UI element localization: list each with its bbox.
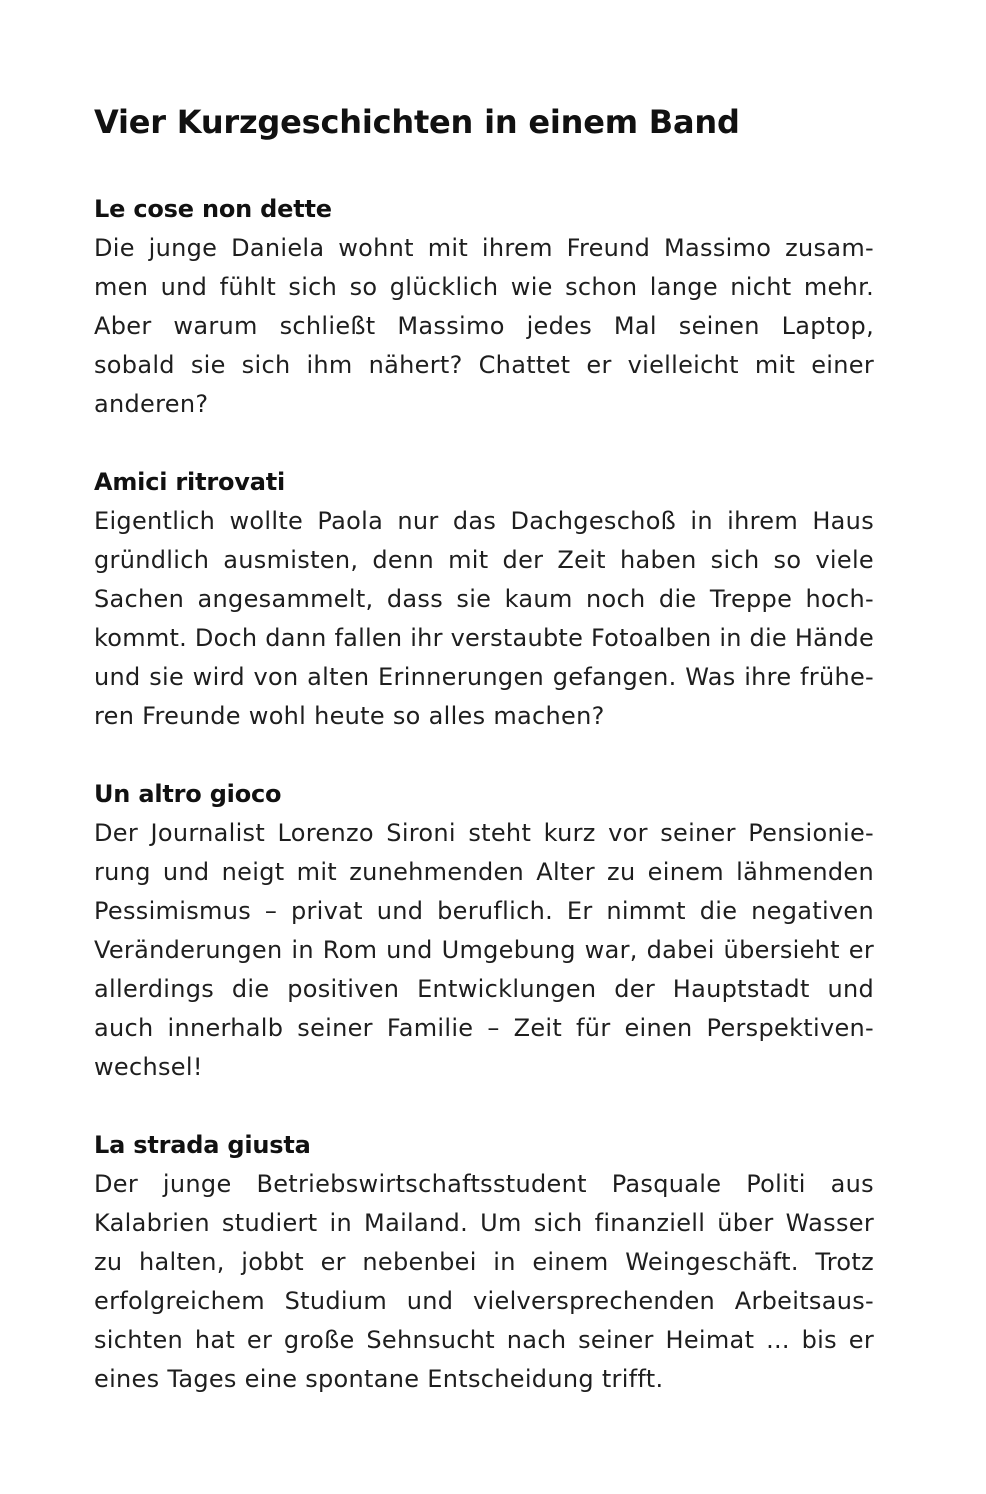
- story-title: Amici ritrovati: [94, 468, 286, 496]
- text-line: sobald sie sich ihm nähert? Chattet er vielleicht mit einer: [94, 351, 874, 379]
- story-2: [94, 463, 874, 736]
- text-line: auch innerhalb seiner Familie – Zeit für einen Perspektiven-: [94, 1014, 874, 1042]
- story-title: La strada giusta: [94, 1131, 311, 1159]
- text-line: kommt. Doch dann fallen ihr verstaubte Fotoalben in die Hände: [94, 624, 874, 652]
- story-text: [94, 814, 874, 1087]
- text-line: Der junge Betriebswirtschaftsstudent Pasquale Politi aus: [94, 1170, 874, 1198]
- text-line: Pessimismus – privat und beruflich. Er nimmt die negativen: [94, 897, 874, 925]
- text-line: und sie wird von alten Erinnerungen gefangen. Was ihre frühe-: [94, 663, 874, 691]
- page-content: [94, 100, 874, 1438]
- story-3: [94, 775, 874, 1087]
- text-line: Eigentlich wollte Paola nur das Dachgeschoß in ihrem Haus: [94, 507, 874, 535]
- text-line: men und fühlt sich so glücklich wie schon lange nicht mehr.: [94, 273, 874, 301]
- story-title: Le cose non dette: [94, 195, 332, 223]
- text-line: wechsel!: [94, 1053, 203, 1081]
- text-line: Sachen angesammelt, dass sie kaum noch die Treppe hoch-: [94, 585, 874, 613]
- text-line: Veränderungen in Rom und Umgebung war, dabei übersieht er: [94, 936, 874, 964]
- text-line: allerdings die positiven Entwicklungen der Hauptstadt und: [94, 975, 874, 1003]
- text-line: ren Freunde wohl heute so alles machen?: [94, 702, 605, 730]
- story-title: Un altro gioco: [94, 780, 282, 808]
- story-text: [94, 229, 874, 424]
- story-4: [94, 1126, 874, 1399]
- text-line: zu halten, jobbt er nebenbei in einem Weingeschäft. Trotz: [94, 1248, 874, 1276]
- text-line: Der Journalist Lorenzo Sironi steht kurz vor seiner Pensionie-: [94, 819, 874, 847]
- story-text: [94, 502, 874, 736]
- page-title: Vier Kurzgeschichten in einem Band: [94, 103, 740, 141]
- story-text: [94, 1165, 874, 1399]
- text-line: rung und neigt mit zunehmenden Alter zu einem lähmenden: [94, 858, 874, 886]
- story-1: [94, 190, 874, 424]
- text-line: Kalabrien studiert in Mailand. Um sich finanziell über Wasser: [94, 1209, 874, 1237]
- text-line: Aber warum schließt Massimo jedes Mal seinen Laptop,: [94, 312, 874, 340]
- text-line: sichten hat er große Sehnsucht nach seiner Heimat ... bis er: [94, 1326, 874, 1354]
- text-line: eines Tages eine spontane Entscheidung trifft.: [94, 1365, 664, 1393]
- text-line: erfolgreichem Studium und vielversprechenden Arbeitsaus-: [94, 1287, 874, 1315]
- text-line: gründlich ausmisten, denn mit der Zeit haben sich so viele: [94, 546, 874, 574]
- text-line: Die junge Daniela wohnt mit ihrem Freund Massimo zusam-: [94, 234, 874, 262]
- text-line: anderen?: [94, 390, 209, 418]
